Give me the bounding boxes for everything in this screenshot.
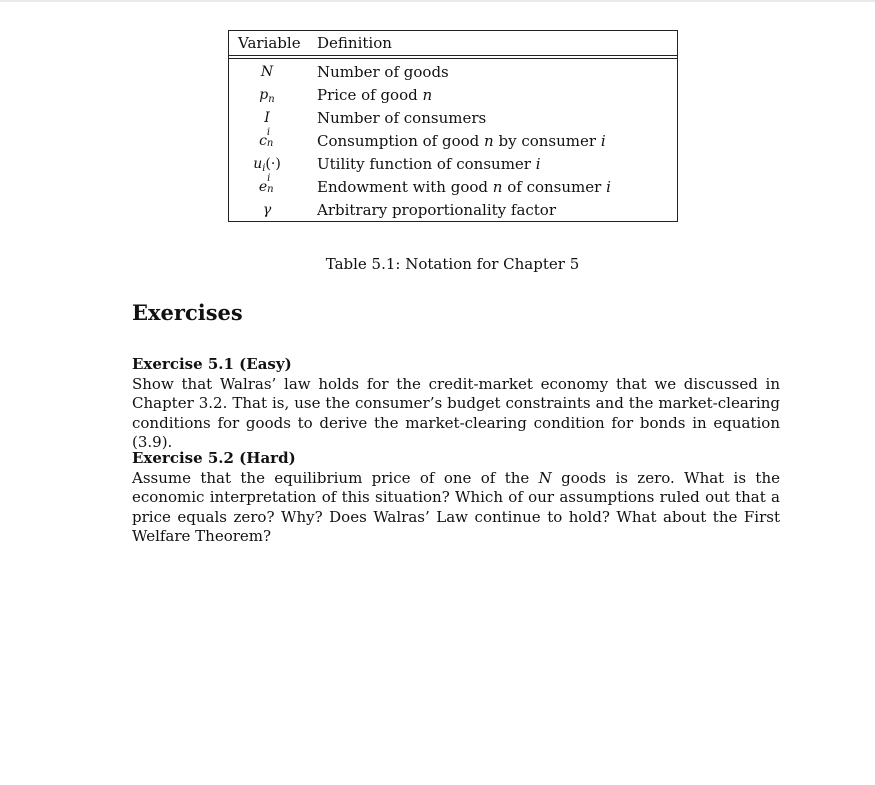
- row-definition: Price of good n: [317, 86, 433, 104]
- row-symbol: $p_n$: [259, 87, 275, 105]
- table-caption: Table 5.1: Notation for Chapter 5: [325, 255, 580, 273]
- table-row: [229, 61, 677, 84]
- table-row: [229, 127, 677, 153]
- row-definition: Arbitrary proportionality factor: [317, 201, 557, 219]
- row-definition: Number of consumers: [317, 109, 487, 127]
- table-row: [229, 153, 677, 176]
- top-border-line: [0, 0, 875, 2]
- exercise-5-1: [132, 355, 780, 453]
- table-body: [229, 58, 677, 221]
- exercise-title: Exercise 5.2 (Hard): [132, 449, 296, 467]
- exercise-title: Exercise 5.1 (Easy): [132, 355, 292, 373]
- row-symbol: e i n: [258, 173, 274, 195]
- exercise-text: Assume that the equilibrium price of one of the N goods is zero. What is the economic interpretation of this situation? Which of our assumptions ruled out that a price equals zero? Why? Does Walras’ Law continue to hold? What about the First Welfare Theorem?: [132, 468, 780, 545]
- table-row: [229, 173, 677, 199]
- notation-table: [228, 30, 678, 222]
- header-definition: Definition: [317, 34, 392, 52]
- row-symbol: γ: [262, 202, 272, 218]
- row-symbol: c i n: [259, 127, 274, 149]
- section-title: Exercises: [132, 300, 243, 325]
- table-row: [229, 84, 677, 107]
- row-definition: Utility function of consumer i: [317, 155, 541, 173]
- row-symbol: $u_i(\cdot)$: [253, 156, 281, 174]
- row-definition: Endowment with good n of consumer i: [317, 178, 611, 196]
- exercise-text: Show that Walras’ law holds for the credit-market economy that we discussed in Chapter 3.2. That is, use the consumer’s budget constraints and the market-clearing conditions for goods to derive the market-clearing condition for bonds in equation (3.9).: [132, 374, 780, 451]
- table-row: [229, 199, 677, 222]
- row-definition: Consumption of good n by consumer i: [317, 132, 606, 150]
- row-definition: Number of goods: [317, 63, 449, 81]
- table-row: [229, 107, 677, 130]
- row-symbol: N: [260, 64, 274, 80]
- header-variable: Variable: [238, 34, 301, 52]
- table-header: [229, 31, 677, 56]
- exercise-5-2: [132, 449, 780, 547]
- row-symbol: I: [264, 110, 270, 126]
